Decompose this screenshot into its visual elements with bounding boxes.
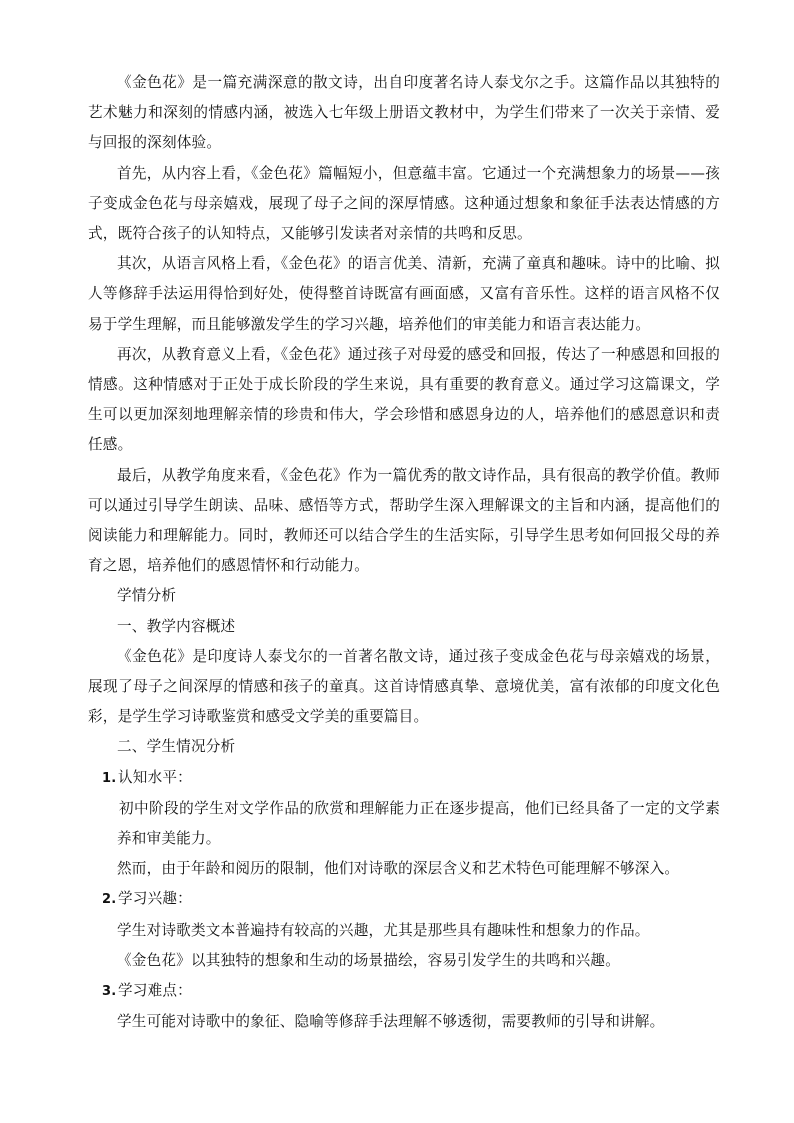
item-text: 学生可能对诗歌中的象征、隐喻等修辞手法理解不够透彻，需要教师的引导和讲解。 (117, 1013, 665, 1031)
document-body (88, 68, 720, 1038)
list-item-interest (88, 884, 720, 915)
item-label: 学习兴趣： (118, 890, 192, 908)
list-item-difficulty (88, 976, 720, 1007)
language-paragraph: 其次，从语言风格上看，《金色花》的语言优美、清新，充满了童真和趣味。诗中的比喻、拟人等修辞手法运用得恰到好处，使得整首诗既富有画面感，又富有音乐性。这样的语言风格不仅易于学生理解，而且能够激发学生的学习兴趣，培养他们的审美能力和语言表达能力。 (88, 255, 720, 333)
item-text: 学生对诗歌类文本普遍持有较高的兴趣，尤其是那些具有趣味性和想象力的作品。 (117, 921, 650, 939)
item-text: 然而，由于年龄和阅历的限制，他们对诗歌的深层含义和艺术特色可能理解不够深入。 (117, 860, 680, 878)
item-text: 《金色花》以其独特的想象和生动的场景描绘，容易引发学生的共鸣和兴趣。 (117, 951, 620, 969)
section2-heading: 二、学生情况分析 (117, 738, 236, 756)
intro-paragraph: 《金色花》是一篇充满深意的散文诗，出自印度著名诗人泰戈尔之手。这篇作品以其独特的艺术魅力和深刻的情感内涵，被选入七年级上册语文教材中，为学生们带来了一次关于亲情、爱与回报的深刻体验。 (88, 74, 720, 152)
section1-text: 《金色花》是印度诗人泰戈尔的一首著名散文诗，通过孩子变成金色花与母亲嬉戏的场景，展现了母子之间深厚的情感和孩子的童真。这首诗情感真挚、意境优美，富有浓郁的印度文化色彩，是学生学习诗歌鉴赏和感受文学美的重要篇目。 (88, 647, 720, 726)
item-number: 1. (102, 770, 117, 786)
education-paragraph: 再次，从教育意义上看，《金色花》通过孩子对母爱的感受和回报，传达了一种感恩和回报的情感。这种情感对于正处于成长阶段的学生来说，具有重要的教育意义。通过学习这篇课文，学生可以更加深刻地理解亲情的珍贵和伟大，学会珍惜和感恩身边的人，培养他们的感恩意识和责任感。 (88, 345, 720, 454)
item-text: 初中阶段的学生对文学作品的欣赏和理解能力正在逐步提高，他们已经具备了一定的文学素养和审美能力。 (117, 799, 720, 848)
item-label: 认知水平： (118, 768, 192, 786)
content-paragraph: 首先，从内容上看，《金色花》篇幅短小，但意蕴丰富。它通过一个充满想象力的场景——孩子变成金色花与母亲嬉戏，展现了母子之间的深厚情感。这种通过想象和象征手法表达情感的方式，既符合孩子的认知特点，又能够引发读者对亲情的共鸣和反思。 (88, 164, 720, 243)
item-label: 学习难点： (118, 982, 192, 1000)
section1-heading: 一、教学内容概述 (117, 617, 236, 635)
item-number: 2. (102, 892, 117, 908)
section-title: 学情分析 (117, 587, 177, 605)
item-number: 3. (102, 984, 117, 1000)
teaching-paragraph: 最后，从教学角度来看，《金色花》作为一篇优秀的散文诗作品，具有很高的教学价值。教师可以通过引导学生朗读、品味、感悟等方式，帮助学生深入理解课文的主旨和内涵，提高他们的阅读能力和理解能力。同时，教师还可以结合学生的生活实际，引导学生思考如何回报父母的养育之恩，培养他们的感恩情怀和行动能力。 (88, 466, 720, 575)
list-item-cognition (88, 763, 720, 794)
